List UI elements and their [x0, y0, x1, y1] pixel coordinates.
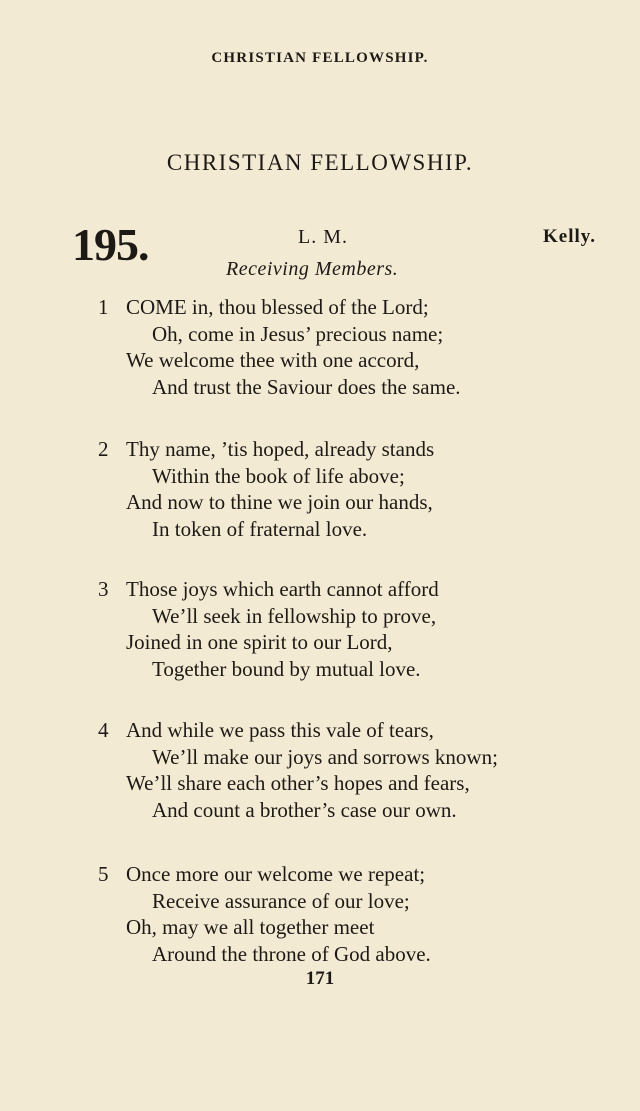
verse-line: Once more our welcome we repeat;	[126, 862, 426, 886]
verse-line: And while we pass this vale of tears,	[126, 718, 434, 742]
verse-line: Together bound by mutual love.	[152, 657, 421, 681]
verse-line: Within the book of life above;	[152, 464, 405, 488]
verse-number: 4	[98, 718, 109, 742]
page-number: 171	[305, 968, 335, 989]
verse-line: Oh, come in Jesus’ precious name;	[152, 322, 444, 346]
verse-line: We’ll seek in fellowship to prove,	[152, 604, 437, 628]
verse-line: In token of fraternal love.	[152, 517, 368, 541]
verse-line: We’ll make our joys and sorrows known;	[152, 745, 498, 769]
running-head: CHRISTIAN FELLOWSHIP.	[211, 50, 429, 66]
verse-line: Oh, may we all together meet	[126, 915, 375, 939]
verse-number: 5	[98, 862, 109, 886]
verse-line: And now to thine we join our hands,	[126, 490, 433, 514]
hymn-author: Kelly.	[543, 226, 596, 247]
hymn-number: 195.	[72, 219, 149, 270]
verse-line: Thy name, ’tis hoped, already stands	[126, 437, 435, 461]
section-title: CHRISTIAN FELLOWSHIP.	[166, 150, 474, 175]
verse-number: 3	[98, 577, 109, 601]
verse-line: Those joys which earth cannot afford	[126, 577, 439, 601]
verse-line: Around the throne of God above.	[152, 942, 431, 966]
verse-line: We’ll share each other’s hopes and fears,	[126, 771, 470, 795]
verse-line: And trust the Saviour does the same.	[152, 375, 461, 399]
hymn-meter: L. M.	[298, 226, 348, 248]
verse-number: 1	[98, 295, 109, 319]
verse-line: Receive assurance of our love;	[152, 889, 410, 913]
verse-line: We welcome thee with one accord,	[126, 348, 420, 372]
verse-line: And count a brother’s case our own.	[152, 798, 457, 822]
verse-line: Joined in one spirit to our Lord,	[126, 630, 393, 654]
hymn-subject: Receiving Members.	[226, 258, 399, 280]
verse-number: 2	[98, 437, 109, 461]
verse-line: COME in, thou blessed of the Lord;	[126, 295, 429, 319]
